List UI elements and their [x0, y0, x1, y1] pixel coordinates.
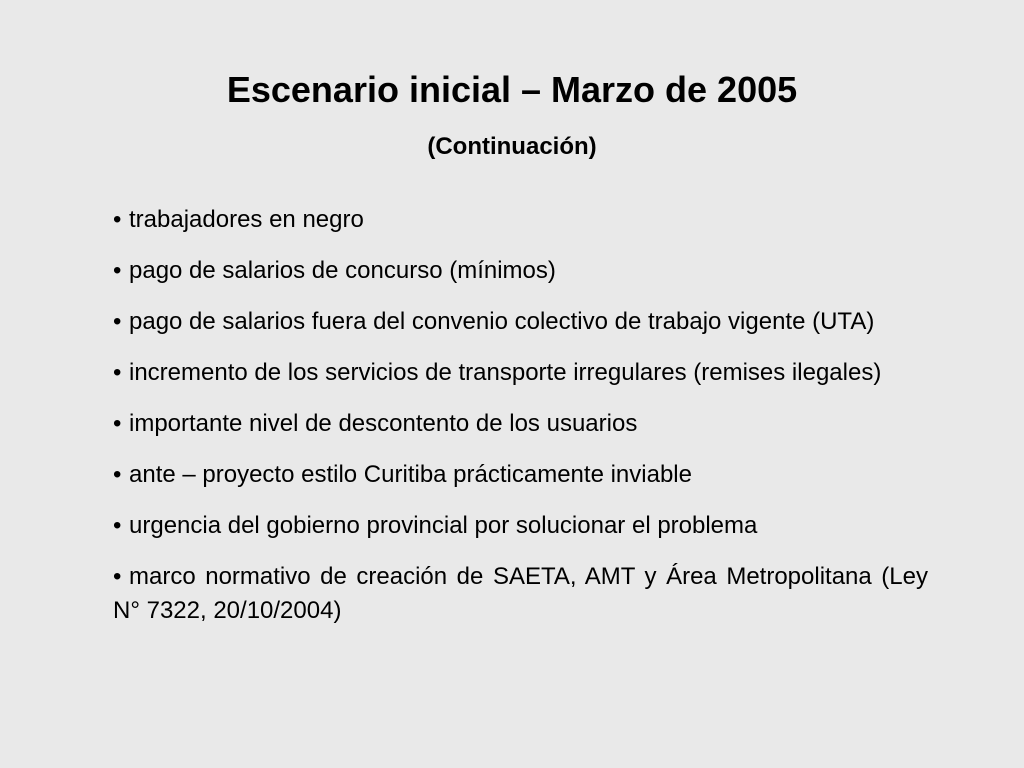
bullet-marker: •: [113, 308, 122, 335]
bullet-marker: •: [113, 257, 122, 284]
bullet-marker: •: [113, 512, 122, 539]
bullet-text: importante nivel de descontento de los usuarios: [129, 410, 638, 437]
bullet-list: [113, 203, 928, 645]
bullet-text: pago de salarios de concurso (mínimos): [129, 257, 556, 284]
bullet-text: urgencia del gobierno provincial por solucionar el problema: [129, 512, 758, 539]
slide-title: Escenario inicial – Marzo de 2005: [226, 69, 798, 110]
bullet-marker: •: [113, 461, 122, 488]
bullet-marker: •: [113, 410, 122, 437]
bullet-item: [113, 407, 928, 441]
bullet-marker: •: [113, 563, 122, 590]
bullet-text: marco normativo de creación de SAETA, AMT y Área Metropolitana (Ley N° 7322, 20/10/2004): [113, 563, 928, 624]
bullet-marker: •: [113, 359, 122, 386]
bullet-text: trabajadores en negro: [129, 206, 364, 233]
bullet-item: [113, 203, 928, 237]
bullet-item: [113, 356, 928, 390]
bullet-text: incremento de los servicios de transporte irregulares (remises ilegales): [129, 359, 882, 386]
bullet-item: [113, 305, 928, 339]
bullet-marker: •: [113, 206, 122, 233]
slide-subtitle: (Continuación): [427, 133, 597, 160]
bullet-item: [113, 254, 928, 288]
bullet-item: [113, 458, 928, 492]
bullet-item: [113, 560, 928, 628]
bullet-text: ante – proyecto estilo Curitiba prácticamente inviable: [129, 461, 692, 488]
bullet-item: [113, 509, 928, 543]
bullet-text: pago de salarios fuera del convenio colectivo de trabajo vigente (UTA): [129, 308, 875, 335]
